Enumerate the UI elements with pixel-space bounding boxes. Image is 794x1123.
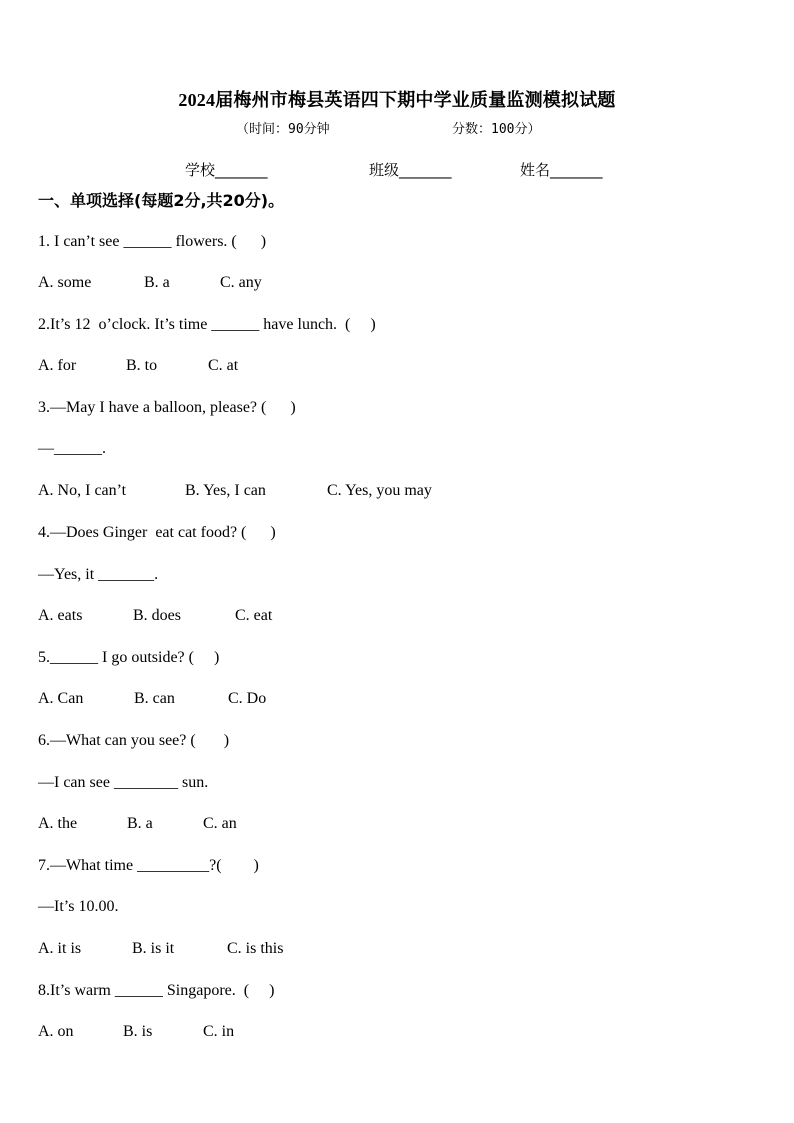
- exam-time: （时间：90分钟: [236, 122, 330, 137]
- section-heading: 一、单项选择(每题2分,共20分)。: [38, 191, 285, 210]
- question-3-response: —______.: [38, 440, 106, 457]
- question-6: 6.—What can you see? ( ): [38, 732, 230, 749]
- question-7: 7.—What time _________?( ): [38, 857, 259, 874]
- option-b: B. can: [134, 690, 175, 707]
- option-a: A. eats: [38, 607, 83, 624]
- option-c: C. Do: [228, 690, 267, 707]
- option-b: B. a: [144, 274, 170, 291]
- class-field: 班级_______: [369, 161, 452, 179]
- option-b: B. is it: [132, 940, 175, 957]
- question-8: 8.It’s warm ______ Singapore. ( ): [38, 982, 275, 999]
- exam-score: 分数：100分）: [452, 122, 541, 137]
- option-c: C. is this: [227, 940, 284, 957]
- school-field: 学校_______: [185, 161, 268, 179]
- question-7-response: —It’s 10.00.: [38, 898, 119, 915]
- question-3: 3.—May I have a balloon, please? ( ): [38, 399, 296, 416]
- option-a: A. No, I can’t: [38, 482, 127, 499]
- question-2: 2.It’s 12 o’clock. It’s time ______ have lunch. ( ): [38, 316, 376, 333]
- option-c: C. Yes, you may: [327, 482, 432, 499]
- option-c: C. at: [208, 357, 239, 374]
- option-c: C. any: [220, 274, 262, 291]
- option-a: A. it is: [38, 940, 82, 957]
- question-1: 1. I can’t see ______ flowers. ( ): [38, 233, 267, 250]
- question-4-response: —Yes, it _______.: [38, 566, 159, 583]
- option-b: B. a: [127, 815, 153, 832]
- option-b: B. to: [126, 357, 158, 374]
- option-a: A. some: [38, 274, 92, 291]
- option-b: B. is: [123, 1023, 153, 1040]
- option-a: A. the: [38, 815, 78, 832]
- page-title: 2024届梅州市梅县英语四下期中学业质量监测模拟试题: [178, 90, 616, 110]
- name-field: 姓名_______: [520, 161, 603, 179]
- option-c: C. eat: [235, 607, 273, 624]
- option-b: B. Yes, I can: [185, 482, 266, 499]
- option-c: C. in: [203, 1023, 235, 1040]
- option-b: B. does: [133, 607, 181, 624]
- option-a: A. on: [38, 1023, 74, 1040]
- question-6-response: —I can see ________ sun.: [38, 774, 209, 791]
- question-4: 4.—Does Ginger eat cat food? ( ): [38, 524, 276, 541]
- option-a: A. for: [38, 357, 77, 374]
- option-a: A. Can: [38, 690, 84, 707]
- option-c: C. an: [203, 815, 237, 832]
- question-5: 5.______ I go outside? ( ): [38, 649, 220, 666]
